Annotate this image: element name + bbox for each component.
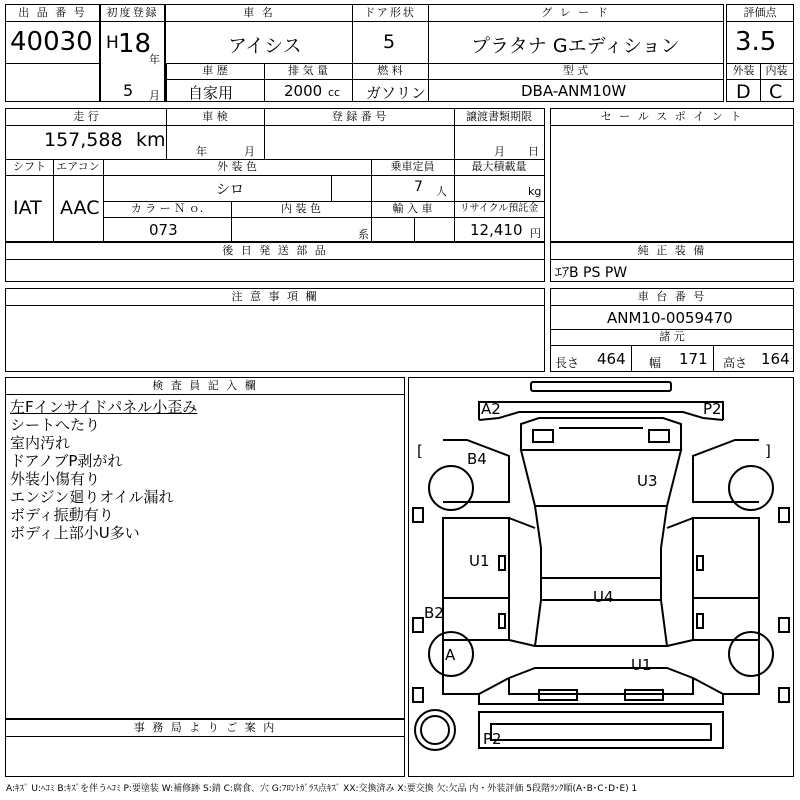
displacement-unit: cc (328, 86, 341, 99)
model-header: 型 式 (562, 64, 589, 77)
car-diagram (408, 377, 794, 777)
genuine-equipment-box (550, 242, 794, 282)
inspector-note: 外装小傷有り (10, 470, 101, 488)
inspector-notes (10, 398, 197, 542)
transfer-deadline-header: 譲渡書類期限 (466, 110, 532, 123)
office-box (5, 719, 405, 777)
sales-point-box (550, 108, 794, 242)
transfer-month-unit: 月 (494, 145, 505, 158)
model-value: DBA-ANM10W (521, 82, 627, 100)
max-load-unit: kg (528, 185, 542, 198)
inspector-header: 検 査 員 記 入 欄 (6, 378, 404, 395)
month-unit: 月 (149, 89, 160, 102)
width-label: 幅 (649, 356, 662, 370)
inspector-note: ドアノブP剥がれ (10, 452, 123, 470)
office-header: 事 務 局 よ り ご 案 内 (6, 720, 404, 737)
chassis-header: 車 台 番 号 (551, 289, 793, 306)
import-header: 輸 入 車 (392, 202, 433, 215)
capacity-unit: 人 (436, 185, 447, 198)
length-value: 464 (597, 350, 626, 368)
lot-number: 40030 (10, 27, 93, 57)
label-u1-right: U1 (631, 656, 652, 674)
lot-number-box (5, 4, 100, 102)
genuine-equipment-header: 純 正 装 備 (551, 243, 793, 260)
first-registration-header: 初度登録 (101, 5, 164, 22)
recycle-header: リサイクル預託金 (459, 203, 539, 214)
grade-value: プラタナ Gエディション (471, 35, 680, 57)
shift-header: シフト (13, 160, 46, 173)
recycle-unit: 円 (530, 227, 541, 240)
color-number-header: カ ラ ー Ｎ ｏ. (130, 202, 204, 215)
lot-number-header: 出 品 番 号 (6, 5, 99, 22)
legend: A:ｷｽﾞ U:ﾍｺﾐ B:ｷｽﾞを伴うﾍｺﾐ P:要塗装 W:補修跡 S:錆 C:腐食、穴 G:ﾌﾛﾝﾄｶﾞﾗｽ点ｷｽﾞ XX:交換済み X:要交換 欠:欠品 内・外装評価 5段階ﾗﾝｸ順(A･B･C･D･E) 1 (6, 784, 638, 794)
displacement-value: 2000 (284, 82, 323, 100)
later-parts-header: 後 日 発 送 部 品 (6, 243, 544, 260)
label-a2: A2 (481, 400, 501, 418)
displacement-header: 排 気 量 (288, 64, 328, 77)
height-label: 高さ (723, 356, 748, 370)
exterior-header: 外装 (732, 64, 755, 77)
genuine-equipment-value: ｴｱB PS PW (555, 265, 628, 281)
caution-header: 注 意 事 項 欄 (6, 289, 544, 306)
inspection-month-unit: 月 (244, 145, 255, 158)
door-header: ドア形状 (352, 5, 428, 22)
inspector-note: 室内汚れ (10, 434, 71, 452)
mileage-value: 157,588 (44, 129, 123, 151)
era: H (106, 33, 119, 53)
inspection-year-unit: 年 (196, 145, 207, 158)
label-a: A (445, 646, 456, 664)
label-u3: U3 (637, 472, 658, 490)
bracket-right: ] (765, 442, 771, 460)
car-diagram-svg (409, 378, 793, 776)
score-box (726, 4, 794, 102)
recycle-value: 12,410 (470, 221, 523, 239)
exterior-color-header: 外 装 色 (217, 160, 257, 173)
car-name: アイシス (228, 35, 302, 57)
inspector-note: ボディ上部小U多い (10, 524, 140, 542)
label-u1-left: U1 (469, 552, 490, 570)
score-value: 3.5 (735, 27, 777, 57)
aircon-header: エアコン (56, 160, 100, 173)
shift-value: IAT (13, 197, 42, 219)
max-load-header: 最大積載量 (471, 160, 527, 173)
year-unit: 年 (149, 53, 160, 66)
capacity-value: 7 (414, 179, 423, 195)
height-value: 164 (761, 350, 790, 368)
fuel-header: 燃 料 (377, 64, 403, 77)
inspector-note: エンジン廻りオイル漏れ (10, 488, 174, 506)
interior-color-header: 内 装 色 (281, 202, 321, 215)
bracket-left: [ (417, 442, 423, 460)
inspector-note: 左Fインサイドパネル小歪み (10, 398, 198, 416)
registration-year: 18 (118, 29, 152, 59)
main-info-box (165, 4, 724, 102)
inspector-note: ボディ振動有り (10, 506, 114, 524)
label-b2: B2 (424, 604, 444, 622)
inspection-header: 車 検 (202, 110, 228, 123)
label-p2-bottom: P2 (483, 730, 502, 748)
grade-header: グ レ ー ド (428, 5, 723, 22)
fuel-value: ガソリン (366, 84, 427, 102)
color-number-value: 073 (149, 221, 178, 239)
mileage-header: 走 行 (73, 110, 99, 123)
history-value: 自家用 (188, 84, 234, 102)
transfer-day-unit: 日 (528, 145, 539, 158)
exterior-grade: D (736, 81, 751, 103)
inspector-box (5, 377, 405, 719)
width-value: 171 (679, 350, 708, 368)
caution-box (5, 288, 545, 372)
first-registration-box (100, 4, 165, 102)
length-label: 長さ (555, 356, 580, 370)
exterior-color-value: シロ (216, 182, 244, 198)
aircon-value: AAC (60, 197, 100, 219)
interior-grade: C (769, 81, 783, 103)
chassis-box (550, 288, 794, 372)
history-header: 車 歴 (202, 64, 228, 77)
sales-point-header: セ ー ル ス ポ イ ン ト (551, 109, 793, 126)
details-table (5, 108, 545, 242)
label-u4: U4 (593, 588, 614, 606)
later-parts-box (5, 242, 545, 282)
inspector-note: シートへたり (10, 416, 101, 434)
interior-header: 内装 (765, 64, 788, 77)
interior-color-unit: 系 (358, 228, 369, 241)
chassis-value: ANM10-0059470 (607, 309, 733, 327)
specs-header: 諸 元 (659, 330, 685, 343)
car-name-header: 車 名 (166, 5, 352, 22)
label-p2-top: P2 (703, 400, 722, 418)
mileage-unit: km (136, 129, 166, 151)
score-header: 評価点 (727, 5, 793, 22)
capacity-header: 乗車定員 (390, 160, 435, 173)
registration-number-header: 登 録 番 号 (331, 110, 387, 123)
label-b4: B4 (467, 450, 487, 468)
door-value: 5 (383, 31, 396, 53)
registration-month: 5 (123, 81, 134, 100)
